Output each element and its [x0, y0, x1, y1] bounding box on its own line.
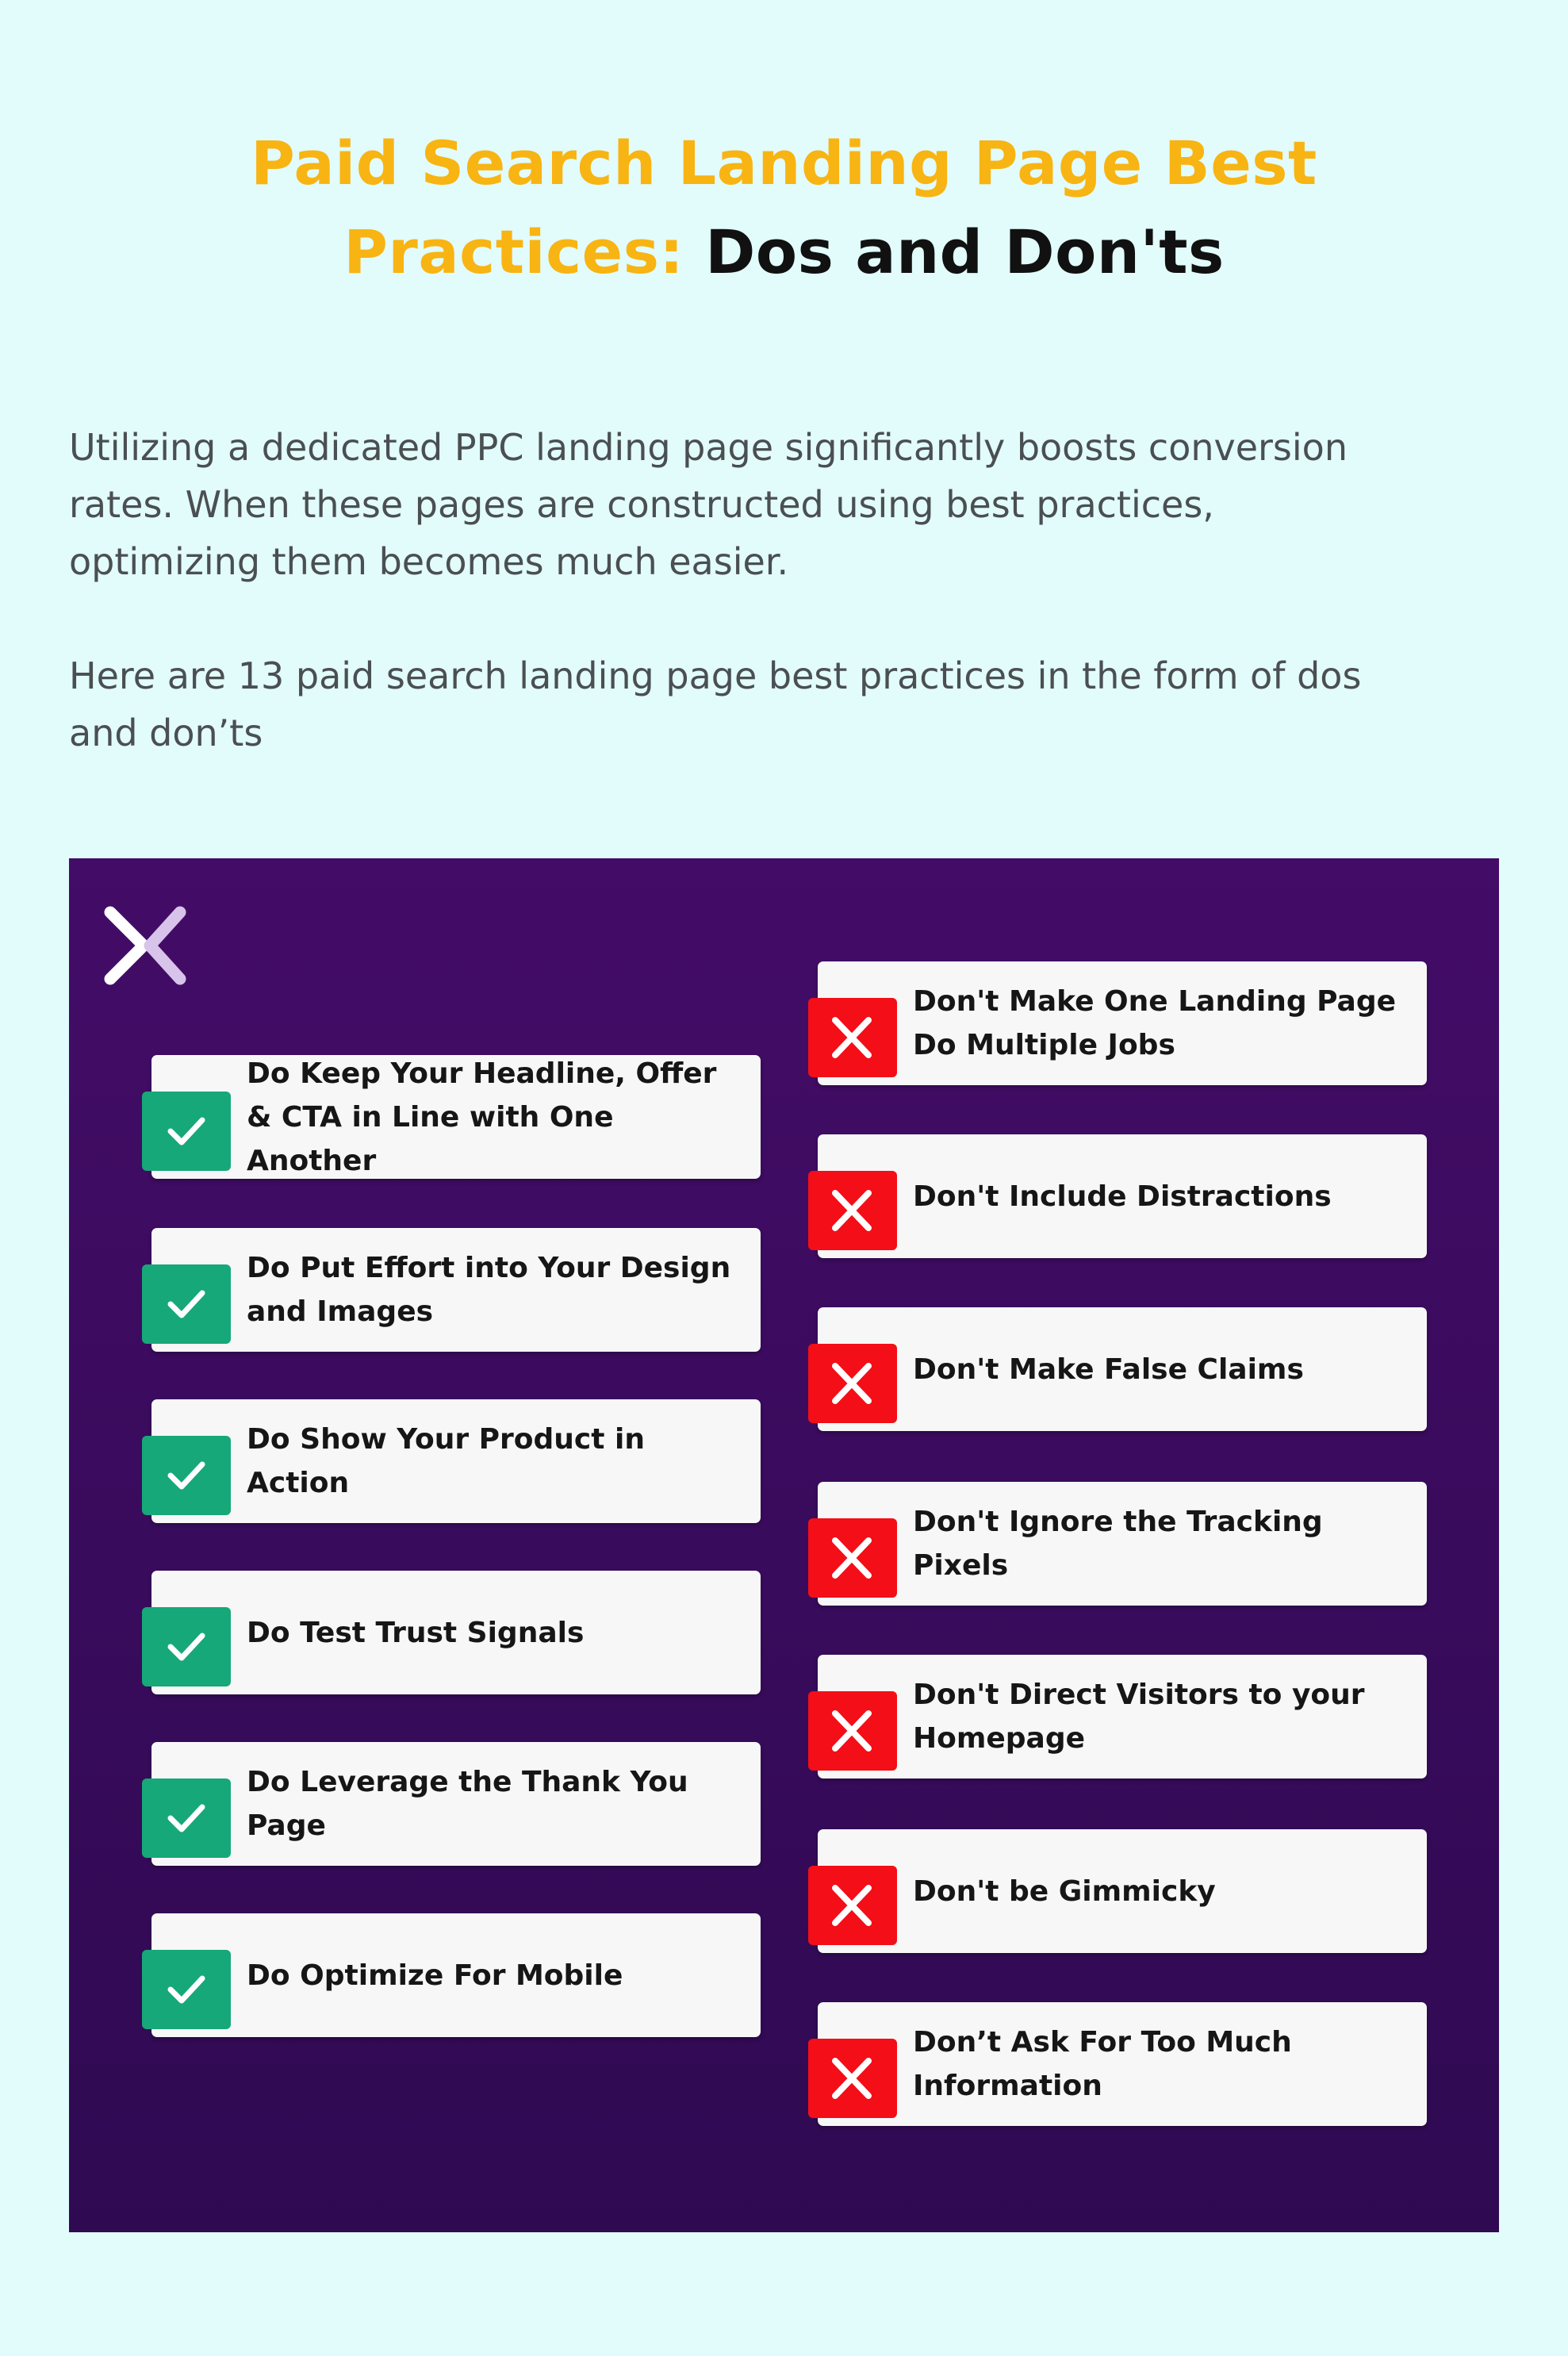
cross-icon [808, 1518, 897, 1598]
dont-item-label: Don't Direct Visitors to your Homepage [913, 1679, 1365, 1755]
cross-icon [808, 1866, 897, 1945]
dont-badge [808, 2039, 897, 2118]
dont-item-label: Don't Ignore the Tracking Pixels [913, 1506, 1323, 1582]
checkmark-icon [142, 1779, 231, 1858]
do-item-label: Do Put Effort into Your Design and Images [247, 1252, 731, 1328]
intro-text [69, 419, 1378, 762]
dont-item-label: Don't Make One Landing Page Do Multiple Jobs [913, 985, 1397, 1061]
do-item-label: Do Show Your Product in Action [247, 1423, 645, 1499]
checkmark-icon [142, 1436, 231, 1515]
do-badge [142, 1264, 231, 1344]
title-accent-line2: Practices: [343, 217, 684, 287]
dont-item-7 [818, 2002, 1427, 2126]
do-badge [142, 1779, 231, 1858]
title-accent-line1: Paid Search Landing Page Best [251, 128, 1317, 198]
do-item-label: Do Leverage the Thank You Page [247, 1766, 688, 1842]
do-item-label: Do Optimize For Mobile [247, 1959, 623, 1992]
dont-item-6 [818, 1829, 1427, 1953]
checkmark-icon [142, 1264, 231, 1344]
intro-paragraph-1: Utilizing a dedicated PPC landing page significantly boosts conversion rates. When these pages are constructed using best practices, optimizing them becomes much easier. [69, 426, 1348, 583]
dont-badge [808, 1691, 897, 1771]
cross-icon [808, 998, 897, 1077]
dont-item-2 [818, 1134, 1427, 1258]
intro-paragraph-2: Here are 13 paid search landing page best practices in the form of dos and don’ts [69, 654, 1362, 754]
dont-item-4 [818, 1482, 1427, 1606]
dont-item-label: Don't be Gimmicky [913, 1874, 1216, 1908]
dont-badge [808, 1344, 897, 1423]
do-item-4 [151, 1571, 761, 1694]
dont-badge [808, 998, 897, 1077]
page-title [0, 119, 1568, 297]
do-item-3 [151, 1399, 761, 1523]
checkmark-icon [142, 1950, 231, 2029]
dont-item-label: Don't Include Distractions [913, 1180, 1332, 1213]
do-item-1 [151, 1055, 761, 1179]
dont-item-label: Don't Make False Claims [913, 1353, 1304, 1386]
dont-badge [808, 1866, 897, 1945]
title-rest: Dos and Don'ts [705, 217, 1225, 287]
dont-badge [808, 1518, 897, 1598]
dos-donts-panel [69, 858, 1499, 2232]
dont-item-3 [818, 1307, 1427, 1431]
cross-icon [808, 1344, 897, 1423]
do-item-label: Do Test Trust Signals [247, 1616, 585, 1649]
cross-icon [808, 2039, 897, 2118]
cross-icon [808, 1171, 897, 1250]
do-badge [142, 1092, 231, 1171]
do-item-6 [151, 1913, 761, 2037]
do-badge [142, 1607, 231, 1686]
dont-badge [808, 1171, 897, 1250]
do-badge [142, 1436, 231, 1515]
dont-item-label: Don’t Ask For Too Much Information [913, 2026, 1292, 2102]
dont-item-5 [818, 1655, 1427, 1779]
do-item-2 [151, 1228, 761, 1352]
checkmark-icon [142, 1607, 231, 1686]
x-logo-icon [104, 906, 188, 985]
checkmark-icon [142, 1092, 231, 1171]
dont-item-1 [818, 961, 1427, 1085]
do-badge [142, 1950, 231, 2029]
cross-icon [808, 1691, 897, 1771]
do-item-5 [151, 1742, 761, 1866]
do-item-label: Do Keep Your Headline, Offer & CTA in Line with One Another [247, 1057, 717, 1177]
